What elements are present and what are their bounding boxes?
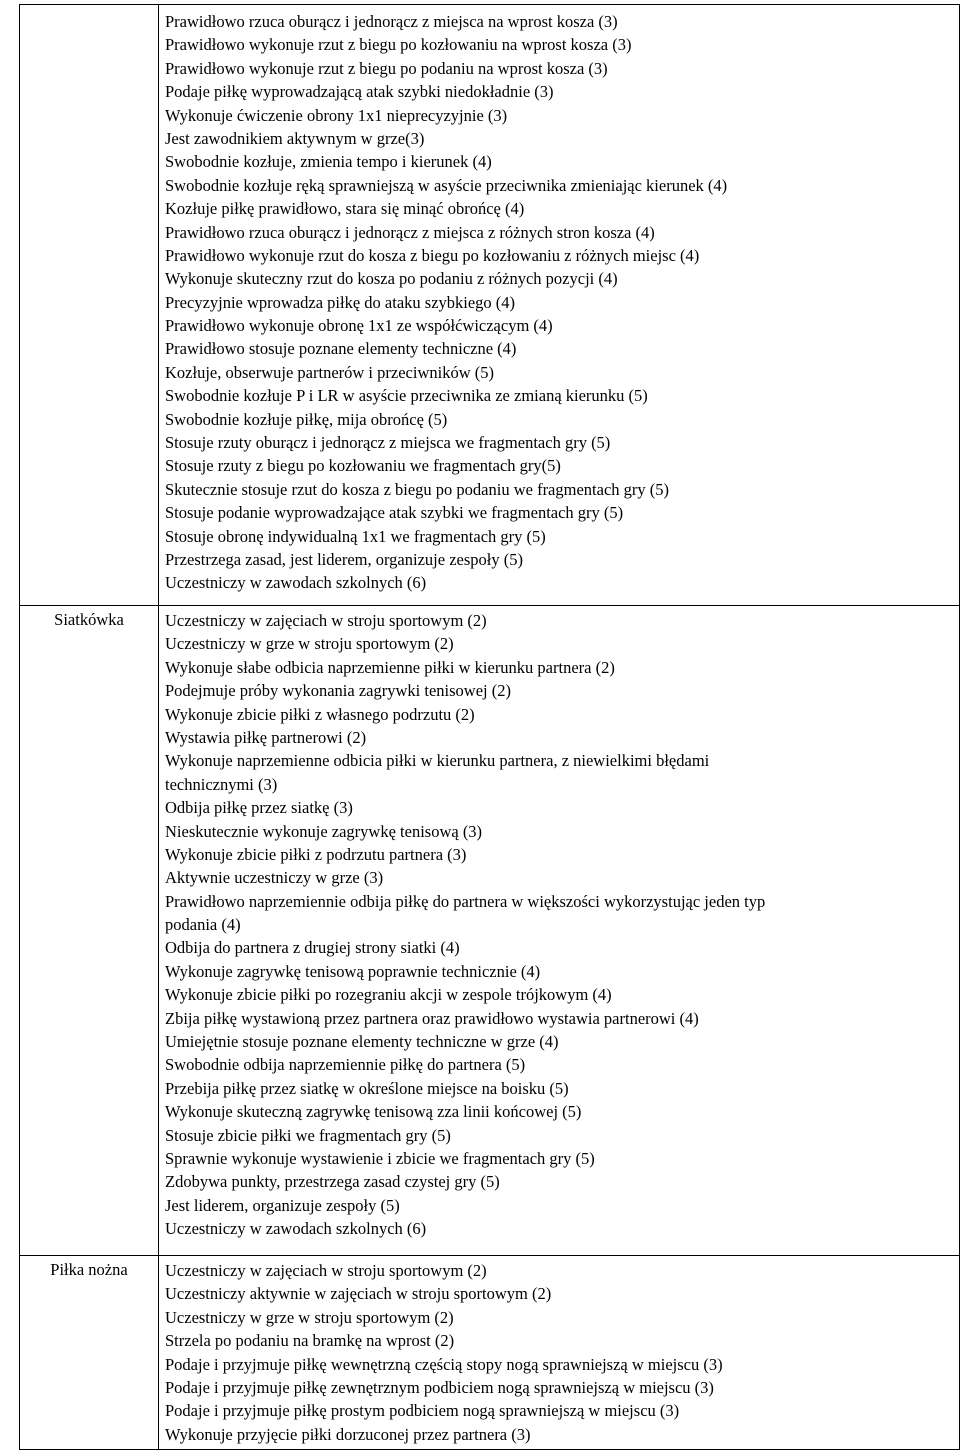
criteria-cell xyxy=(159,5,960,606)
criterion-line: Wykonuje zagrywkę tenisową poprawnie technicznie (4) xyxy=(165,961,541,981)
criterion-line: Prawidłowo rzuca oburącz i jednorącz z miejsca z różnych stron kosza (4) xyxy=(165,222,655,242)
criteria-cell xyxy=(159,1256,960,1450)
criterion-line: Zbija piłkę wystawioną przez partnera oraz prawidłowo wystawia partnerowi (4) xyxy=(165,1008,699,1028)
criterion-line: Prawidłowo wykonuje rzut do kosza z biegu po kozłowaniu z różnych miejsc (4) xyxy=(165,245,700,265)
criterion-line: Uczestniczy w zawodach szkolnych (6) xyxy=(165,573,427,593)
criterion-line: Podaje piłkę wyprowadzającą atak szybki niedokładnie (3) xyxy=(165,82,554,102)
sport-cell xyxy=(20,1256,159,1450)
criterion-line: Wykonuje zbicie piłki z podrzutu partnera (3) xyxy=(165,844,467,864)
criterion-line: podania (4) xyxy=(165,915,241,935)
criterion-line: Uczestniczy w grze w stroju sportowym (2) xyxy=(165,1307,454,1327)
criterion-line: Swobodnie kozłuje, zmienia tempo i kierunek (4) xyxy=(165,152,492,172)
criterion-line: Wykonuje skuteczną zagrywkę tenisową zza linii końcowej (5) xyxy=(165,1102,582,1122)
criterion-line: Odbija do partnera z drugiej strony siatki (4) xyxy=(165,938,460,958)
criterion-line: Uczestniczy w zajęciach w stroju sportowym (2) xyxy=(165,611,487,630)
criterion-line: Skutecznie stosuje rzut do kosza z biegu po podaniu we fragmentach gry (5) xyxy=(165,479,670,499)
criterion-line: Odbija piłkę przez siatkę (3) xyxy=(165,798,353,818)
sport-name xyxy=(20,5,158,7)
table-row xyxy=(20,1256,960,1450)
criterion-line: Wykonuje zbicie piłki z własnego podrzutu (2) xyxy=(165,704,475,724)
criterion-line: Swobodnie kozłuje piłkę, mija obrońcę (5) xyxy=(165,409,448,429)
criterion-line: Kozłuje, obserwuje partnerów i przeciwników (5) xyxy=(165,362,494,382)
criterion-line: Wykonuje skuteczny rzut do kosza po podaniu z różnych pozycji (4) xyxy=(165,269,618,289)
criterion-line: Prawidłowo wykonuje obronę 1x1 ze współćwiczącym (4) xyxy=(165,316,553,336)
criterion-line: Swobodnie kozłuje ręką sprawniejszą w asyście przeciwnika zmieniając kierunek (4) xyxy=(165,175,728,195)
criterion-line: Wykonuje przyjęcie piłki dorzuconej przez partnera (3) xyxy=(165,1424,531,1444)
criterion-line: Zdobywa punkty, przestrzega zasad czystej gry (5) xyxy=(165,1172,500,1192)
criterion-line: Podaje i przyjmuje piłkę prostym podbiciem nogą sprawniejszą w miejscu (3) xyxy=(165,1401,680,1421)
criterion-line: Swobodnie odbija naprzemiennie piłkę do partnera (5) xyxy=(165,1055,526,1075)
criterion-line: Prawidłowo naprzemiennie odbija piłkę do partnera w większości wykorzystując jeden typ xyxy=(165,891,766,911)
criterion-line: Stosuje podanie wyprowadzające atak szybki we fragmentach gry (5) xyxy=(165,503,624,523)
sport-name: Siatkówka xyxy=(54,610,124,629)
criterion-line: Wykonuje naprzemienne odbicia piłki w kierunku partnera, z niewielkimi błędami xyxy=(165,751,710,771)
criterion-line: Jest liderem, organizuje zespoły (5) xyxy=(165,1195,400,1215)
criterion-line: Wystawia piłkę partnerowi (2) xyxy=(165,727,367,747)
sport-cell xyxy=(20,5,159,606)
criterion-line: Uczestniczy w zajęciach w stroju sportowym (2) xyxy=(165,1261,487,1280)
criterion-line: Prawidłowo wykonuje rzut z biegu po podaniu na wprost kosza (3) xyxy=(165,58,608,78)
criterion-line: Strzela po podaniu na bramkę na wprost (2) xyxy=(165,1331,455,1351)
sport-name: Piłka nożna xyxy=(50,1260,128,1279)
criterion-line: Stosuje rzuty oburącz i jednorącz z miejsca we fragmentach gry (5) xyxy=(165,433,611,453)
criterion-line: Umiejętnie stosuje poznane elementy techniczne w grze (4) xyxy=(165,1032,559,1052)
criterion-line: Precyzyjnie wprowadza piłkę do ataku szybkiego (4) xyxy=(165,292,516,312)
criterion-line: Wykonuje zbicie piłki po rozegraniu akcji w zespole trójkowym (4) xyxy=(165,985,612,1005)
criterion-line: Stosuje obronę indywidualną 1x1 we fragmentach gry (5) xyxy=(165,526,546,546)
table-row xyxy=(20,606,960,1256)
criterion-line: Przestrzega zasad, jest liderem, organizuje zespoły (5) xyxy=(165,549,523,569)
criterion-line: Swobodnie kozłuje P i LR w asyście przeciwnika ze zmianą kierunku (5) xyxy=(165,386,648,406)
criterion-line: technicznymi (3) xyxy=(165,774,278,794)
criterion-line: Prawidłowo wykonuje rzut z biegu po kozłowaniu na wprost kosza (3) xyxy=(165,35,632,55)
criterion-line: Przebija piłkę przez siatkę w określone miejsce na boisku (5) xyxy=(165,1078,569,1098)
criterion-line: Uczestniczy w grze w stroju sportowym (2) xyxy=(165,634,454,654)
criterion-line: Prawidłowo stosuje poznane elementy techniczne (4) xyxy=(165,339,517,359)
criterion-line: Podaje i przyjmuje piłkę wewnętrzną częścią stopy nogą sprawniejszą w miejscu (3) xyxy=(165,1354,723,1374)
criterion-line: Stosuje zbicie piłki we fragmentach gry (5) xyxy=(165,1125,451,1145)
sport-cell xyxy=(20,606,159,1256)
criterion-line: Prawidłowo rzuca oburącz i jednorącz z miejsca na wprost kosza (3) xyxy=(165,12,618,31)
criteria-table xyxy=(19,4,960,1450)
criterion-line: Wykonuje słabe odbicia naprzemienne piłki w kierunku partnera (2) xyxy=(165,657,615,677)
criterion-line: Stosuje rzuty z biegu po kozłowaniu we fragmentach gry(5) xyxy=(165,456,561,476)
criterion-line: Jest zawodnikiem aktywnym w grze(3) xyxy=(165,128,425,148)
criterion-line: Kozłuje piłkę prawidłowo, stara się minąć obrońcę (4) xyxy=(165,199,525,219)
table-row xyxy=(20,5,960,606)
criterion-line: Aktywnie uczestniczy w grze (3) xyxy=(165,868,384,888)
criterion-line: Wykonuje ćwiczenie obrony 1x1 nieprecyzyjnie (3) xyxy=(165,105,508,125)
criterion-line: Uczestniczy w zawodach szkolnych (6) xyxy=(165,1219,427,1239)
criterion-line: Podejmuje próby wykonania zagrywki tenisowej (2) xyxy=(165,681,511,701)
criterion-line: Nieskutecznie wykonuje zagrywkę tenisową (3) xyxy=(165,821,483,841)
criteria-cell xyxy=(159,606,960,1256)
criterion-line: Podaje i przyjmuje piłkę zewnętrznym podbiciem nogą sprawniejszą w miejscu (3) xyxy=(165,1377,714,1397)
criterion-line: Uczestniczy aktywnie w zajęciach w stroju sportowym (2) xyxy=(165,1284,552,1304)
criterion-line: Sprawnie wykonuje wystawienie i zbicie we fragmentach gry (5) xyxy=(165,1148,595,1168)
